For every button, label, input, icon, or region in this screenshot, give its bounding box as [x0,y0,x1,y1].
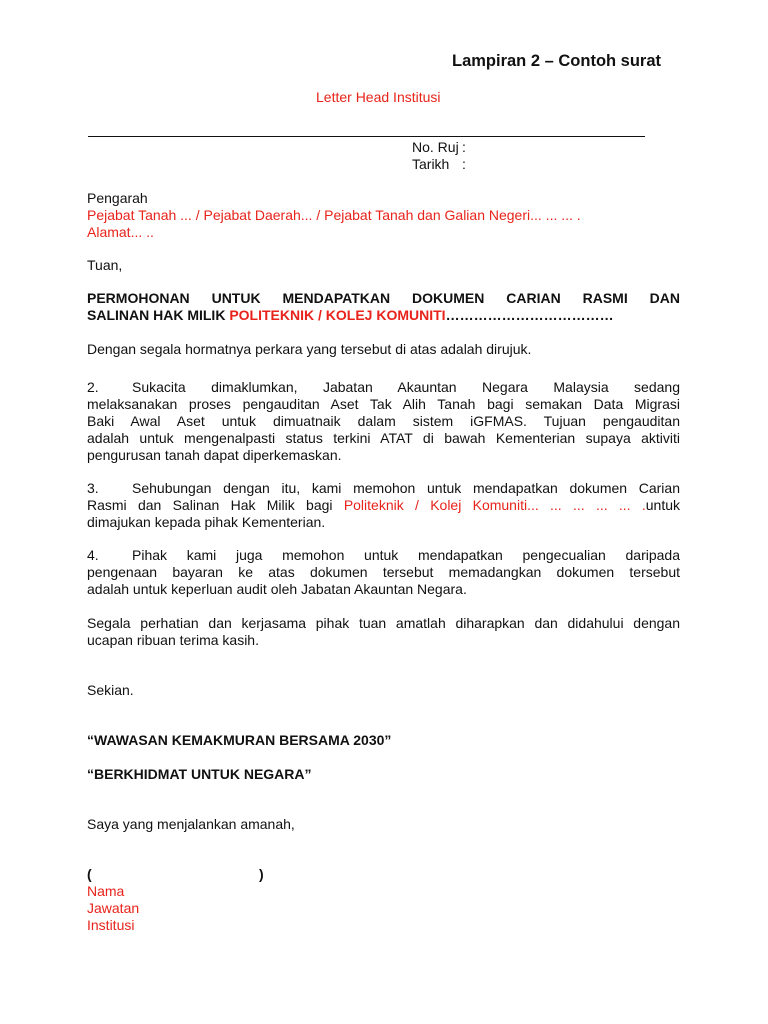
reference-number-separator: : [462,139,466,155]
addressee-block [87,190,581,241]
paragraph-3-dots: ... ... ... ... ... . [527,497,646,513]
paragraph-3-line-2 [87,497,680,514]
paragraph-4 [87,547,680,598]
subject-line-2-prefix: SALINAN HAK MILIK [87,307,230,323]
paragraph-3-line-2-suffix: untuk [645,497,680,513]
signature-close-paren: ) [259,866,264,882]
date-separator: : [462,156,466,172]
salutation: Tuan, [87,257,123,273]
paragraph-4-number: 4. [87,547,99,563]
paragraph-3-institution: Politeknik / Kolej Komuniti [343,497,528,513]
paragraph-5-line-1: Segala perhatian dan kerjasama pihak tuan amatlah diharapkan dan didahului dengan [87,615,680,631]
header-divider [88,136,645,137]
signature-block [87,866,277,934]
paragraph-5 [87,615,680,649]
paragraph-2 [87,379,680,464]
paragraph-1 [87,341,680,358]
reference-block [412,139,466,173]
paragraph-3-line-3: dimajukan kepada pihak Kementerian. [87,514,326,530]
paragraph-4-line-1-text: Pihak kami juga memohon untuk mendapatkan pengecualian daripada [132,547,680,563]
signature-line [87,866,277,883]
paragraph-2-line-4: adalah untuk mengenalpasti status terkini ATAT di bawah Kementerian supaya aktiviti [87,430,680,446]
paragraph-2-line-1 [87,379,680,396]
paragraph-5-line-2: ucapan ribuan terima kasih. [87,632,259,648]
signature-open-paren: ( [87,866,92,882]
closing-sekian: Sekian. [87,682,134,698]
reference-number-label: No. Ruj [412,139,459,155]
subject-dots: ……………………………… [445,307,614,323]
paragraph-3-number: 3. [87,480,99,496]
subject-line-2 [87,307,680,324]
subject-line-1: PERMOHONAN UNTUK MENDAPATKAN DOKUMEN CARIAN RASMI DAN [87,290,680,306]
paragraph-3-line-2-prefix: Rasmi dan Salinan Hak Milik bagi [87,497,344,513]
paragraph-2-number: 2. [87,379,99,395]
subject-heading [87,290,680,324]
paragraph-1-text: Dengan segala hormatnya perkara yang tersebut di atas adalah dirujuk. [87,341,532,357]
paragraph-2-line-1-text: Sukacita dimaklumkan, Jabatan Akauntan Negara Malaysia sedang [132,379,680,395]
paragraph-4-line-3: adalah untuk keperluan audit oleh Jabatan Akauntan Negara. [87,581,467,597]
paragraph-3-line-1 [87,480,680,497]
paragraph-4-line-1 [87,547,680,564]
paragraph-3-line-1-text: Sehubungan dengan itu, kami memohon untuk mendapatkan dokumen Carian [132,480,680,496]
reference-number-row [412,139,466,156]
closing-amanah: Saya yang menjalankan amanah, [87,816,295,832]
paragraph-3 [87,480,680,531]
signature-name: Nama [87,883,125,899]
letterhead-placeholder: Letter Head Institusi [316,89,441,105]
motto-wawasan: “WAWASAN KEMAKMURAN BERSAMA 2030” [87,732,392,748]
paragraph-2-line-5: pengurusan tanah dapat diperkemaskan. [87,447,342,463]
addressee-address: Alamat... .. [87,224,154,240]
paragraph-2-line-3: Baki Awal Aset untuk dimuatnaik dalam sistem iGFMAS. Tujuan pengauditan [87,413,680,429]
motto-berkhidmat: “BERKHIDMAT UNTUK NEGARA” [87,766,312,782]
addressee-title: Pengarah [87,190,148,206]
paragraph-2-line-2: melaksanakan proses pengauditan Aset Tak Alih Tanah bagi semakan Data Migrasi [87,396,680,412]
date-row [412,156,466,173]
date-label: Tarikh [412,156,450,172]
attachment-title: Lampiran 2 – Contoh surat [452,52,662,70]
addressee-office: Pejabat Tanah ... / Pejabat Daerah... / Pejabat Tanah dan Galian Negeri... ... ... . [87,207,581,223]
signature-institution: Institusi [87,917,135,933]
paragraph-4-line-2: pengenaan bayaran ke atas dokumen tersebut memadangkan dokumen tersebut [87,564,680,580]
signature-position: Jawatan [87,900,140,916]
subject-institution: POLITEKNIK / KOLEJ KOMUNITI [229,307,446,323]
